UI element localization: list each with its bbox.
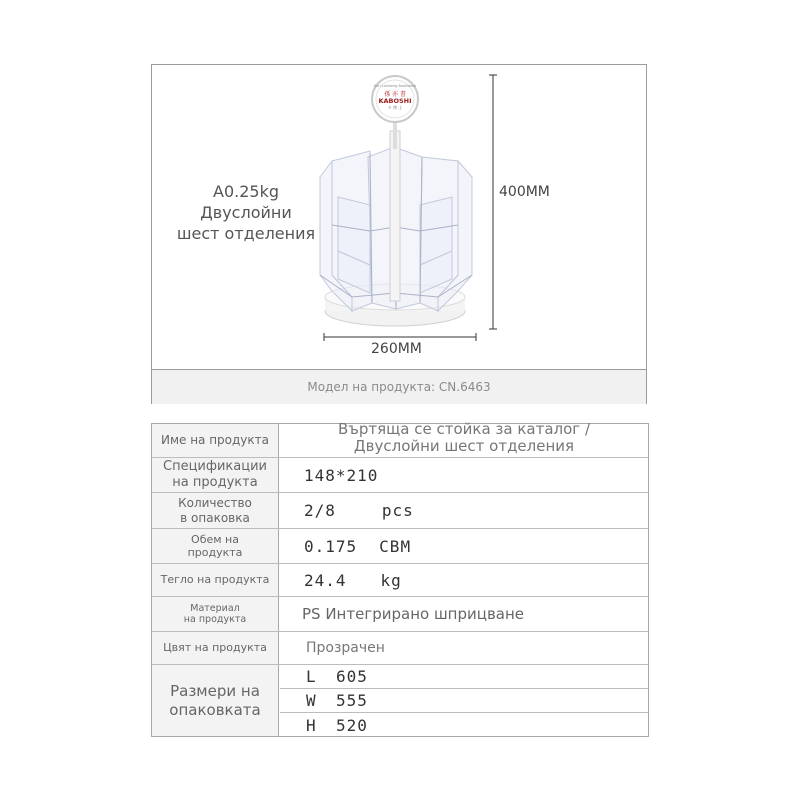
- label-volume: Обем на продукта: [152, 529, 279, 563]
- table-row-name: [152, 419, 648, 458]
- value-name: Въртяща се стойка за каталог / Двуслойни шест отделения: [337, 419, 591, 455]
- logo-small-text: Sun Lianseng Bookstore: [373, 84, 417, 88]
- model-caption: Модел на продукта: CN.6463: [152, 369, 646, 404]
- dimension-width: W 555: [280, 689, 648, 713]
- label-name: Име на продукта: [152, 424, 279, 457]
- product-weight-description: [170, 181, 322, 244]
- weight-line: A0.25kg: [213, 182, 279, 201]
- center-pole: [390, 131, 400, 301]
- svg-text:卡 博 士: 卡 博 士: [387, 105, 403, 110]
- value-color: Прозрачен: [306, 640, 385, 656]
- label-specs: Спецификации на продукта: [152, 458, 279, 492]
- value-volume: 0.175 CBM: [304, 536, 412, 556]
- compartment-line-2: шест отделения: [176, 224, 316, 243]
- label-material: Материал на продукта: [152, 597, 279, 631]
- label-color: Цвят на продукта: [152, 632, 279, 664]
- table-row-color: [152, 632, 648, 665]
- table-row-specs: [152, 458, 648, 493]
- product-photo-area: [152, 65, 646, 369]
- spec-table: [151, 419, 649, 737]
- value-quantity: 2/8 pcs: [304, 501, 414, 520]
- table-row-volume: [152, 529, 648, 564]
- value-specs: 148*210: [304, 465, 379, 485]
- brand-logo-sign: [372, 76, 418, 122]
- height-label: 400MM: [499, 184, 550, 200]
- width-label: 260MM: [371, 341, 422, 357]
- sign-post: [393, 119, 397, 149]
- label-quantity: Количество в опаковка: [152, 493, 279, 528]
- table-row-quantity: [152, 493, 648, 529]
- label-weight: Тегло на продукта: [152, 564, 279, 596]
- value-material: PS Интегрирано шприцване: [302, 605, 525, 623]
- label-package-dimensions: Размери на опаковката: [152, 665, 279, 736]
- logo-brand-text: KABOSHI: [378, 97, 412, 105]
- height-dimension-line: [489, 75, 497, 329]
- product-photo-panel: [151, 64, 647, 404]
- svg-text:孫 亦 書: 孫 亦 書: [384, 91, 406, 98]
- compartment-line-1: Двуслойни: [200, 203, 292, 222]
- table-row-weight: [152, 564, 648, 597]
- value-weight: 24.4 kg: [304, 570, 402, 590]
- dimension-height: H 520: [306, 715, 368, 735]
- table-row-material: [152, 597, 648, 632]
- dimension-length: L 605: [280, 665, 648, 689]
- width-dimension-line: [324, 333, 476, 341]
